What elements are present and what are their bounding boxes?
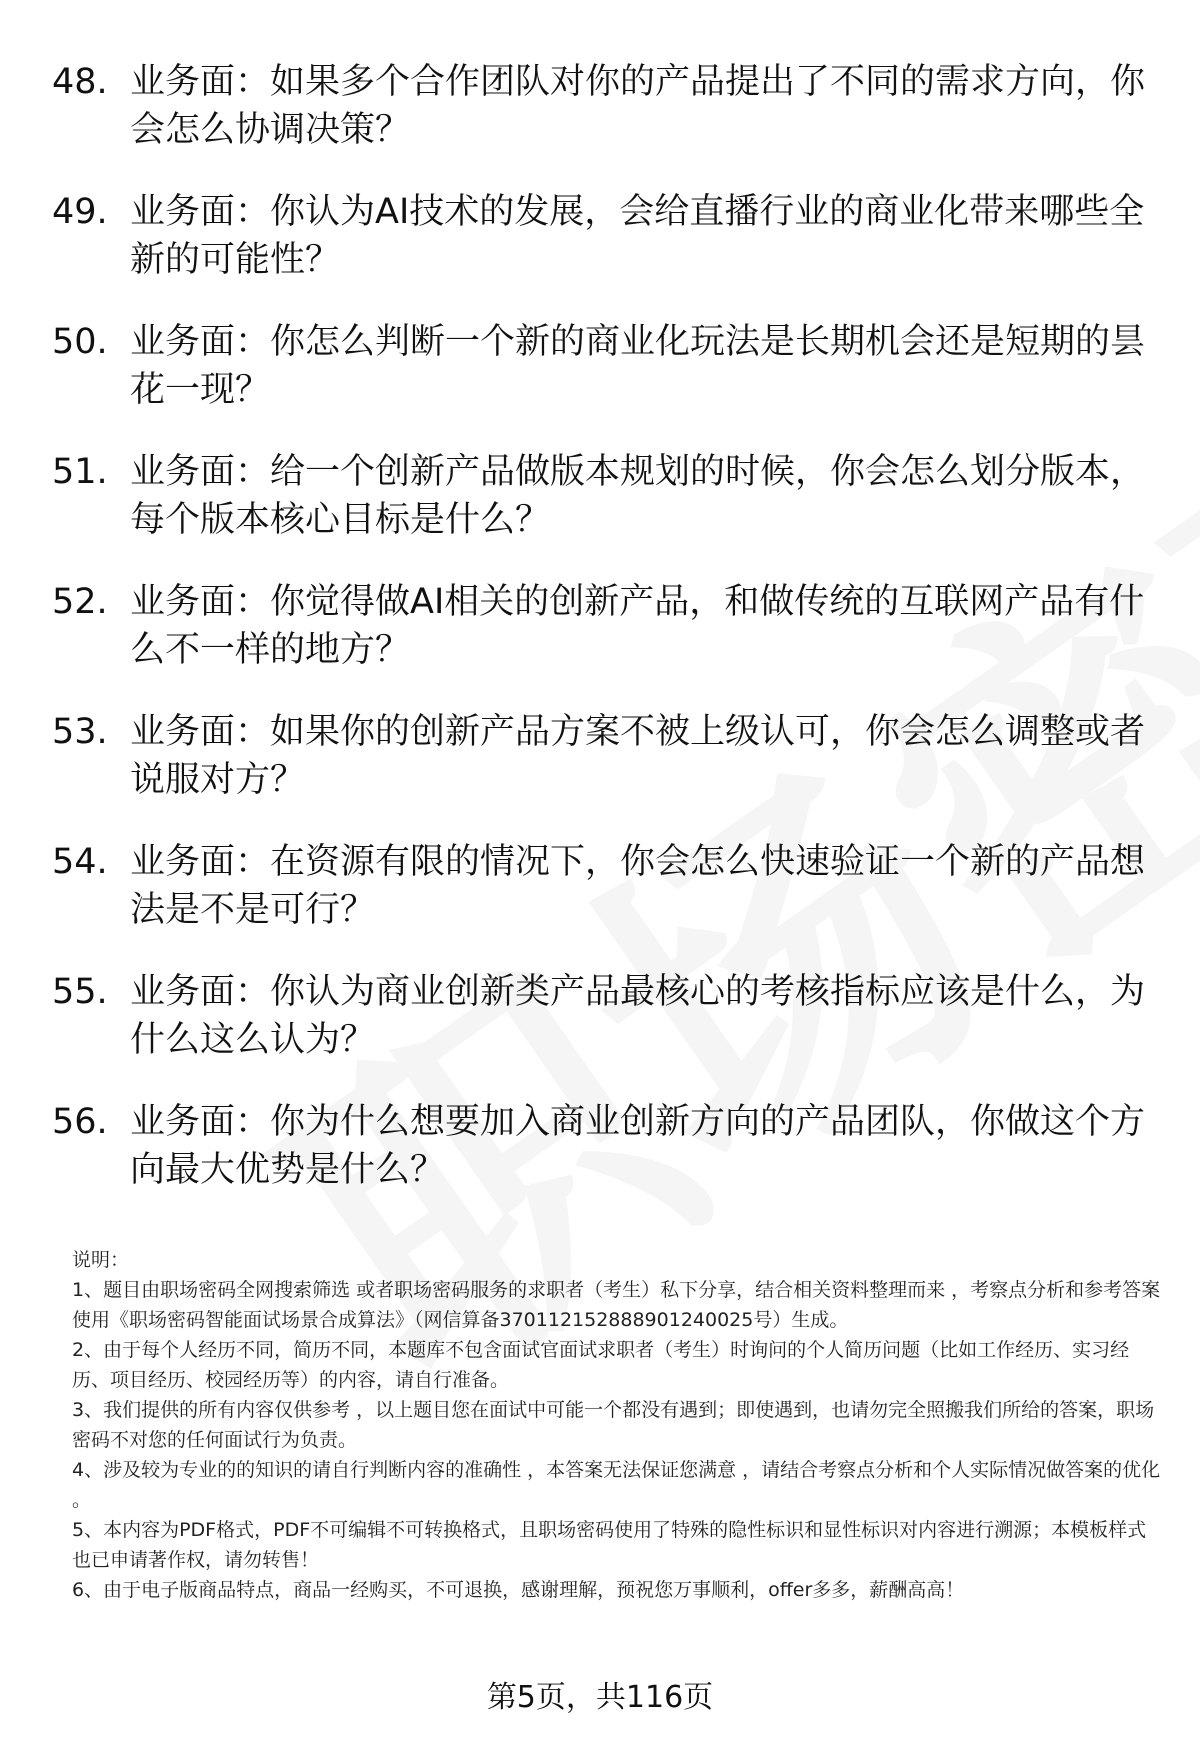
question-number: 53.	[52, 712, 108, 752]
question-number: 54.	[52, 842, 108, 882]
note-item: 5、本内容为PDF格式，PDF不可编辑不可转换格式，且职场密码使用了特殊的隐性标识和显性标识对内容进行溯源；本模板样式也已申请著作权，请勿转售！	[72, 1519, 1147, 1571]
notes-heading: 说明：	[72, 1249, 130, 1271]
question-text: 业务面：你怎么判断一个新的商业化玩法是长期机会还是短期的昙花一现？	[130, 322, 1146, 410]
question-item	[0, 838, 1200, 968]
question-text: 业务面：你为什么想要加入商业创新方向的产品团队，你做这个方向最大优势是什么？	[130, 1102, 1146, 1190]
note-item: 1、题目由职场密码全网搜索筛选 或者职场密码服务的求职者（考生）私下分享，结合相关资料整理而来 ，考察点分析和参考答案使用《职场密码智能面试场景合成算法》（网信算备370112152888901240025号）生成。	[72, 1279, 1161, 1331]
note-item: 2、由于每个人经历不同，简历不同，本题库不包含面试官面试求职者（考生）时询问的个人简历问题（比如工作经历、实习经历、项目经历、校园经历等）的内容，请自行准备。	[72, 1339, 1130, 1391]
question-number: 56.	[52, 1102, 108, 1142]
question-text: 业务面：如果多个合作团队对你的产品提出了不同的需求方向，你会怎么协调决策？	[130, 62, 1146, 150]
question-number: 50.	[52, 322, 108, 362]
question-item	[0, 968, 1200, 1098]
question-text: 业务面：你认为AI技术的发展，会给直播行业的商业化带来哪些全新的可能性？	[130, 192, 1145, 280]
note-item: 4、涉及较为专业的的知识的请自行判断内容的准确性 ，本答案无法保证您满意 ，请结合考察点分析和个人实际情况做答案的优化 。	[72, 1459, 1161, 1511]
question-text: 业务面：你认为商业创新类产品最核心的考核指标应该是什么，为什么这么认为？	[130, 972, 1146, 1060]
page-number: 第5页，共116页	[486, 1680, 714, 1715]
note-item: 6、由于电子版商品特点，商品一经购买，不可退换，感谢理解，预祝您万事顺利，offer多多，薪酬高高！	[72, 1579, 965, 1601]
question-item	[0, 318, 1200, 448]
question-item	[0, 578, 1200, 708]
question-list	[0, 58, 1200, 1228]
notes-section	[72, 1245, 1162, 1605]
question-text: 业务面：你觉得做AI相关的创新产品，和做传统的互联网产品有什么不一样的地方？	[130, 582, 1145, 670]
question-item	[0, 188, 1200, 318]
question-text: 业务面：如果你的创新产品方案不被上级认可，你会怎么调整或者说服对方？	[130, 712, 1146, 800]
question-text: 业务面：在资源有限的情况下，你会怎么快速验证一个新的产品想法是不是可行？	[130, 842, 1146, 930]
question-item	[0, 448, 1200, 578]
note-item: 3、我们提供的所有内容仅供参考 ，以上题目您在面试中可能一个都没有遇到；即使遇到，也请勿完全照搬我们所给的答案，职场密码不对您的任何面试行为负责。	[72, 1399, 1155, 1451]
question-number: 49.	[52, 192, 108, 232]
question-item	[0, 1098, 1200, 1228]
question-number: 48.	[52, 62, 108, 102]
question-text: 业务面：给一个创新产品做版本规划的时候，你会怎么划分版本，每个版本核心目标是什么？	[130, 452, 1146, 540]
question-number: 52.	[52, 582, 108, 622]
question-item	[0, 708, 1200, 838]
question-number: 55.	[52, 972, 108, 1012]
question-number: 51.	[52, 452, 108, 492]
question-item	[0, 58, 1200, 188]
page-footer	[0, 1678, 1200, 1718]
